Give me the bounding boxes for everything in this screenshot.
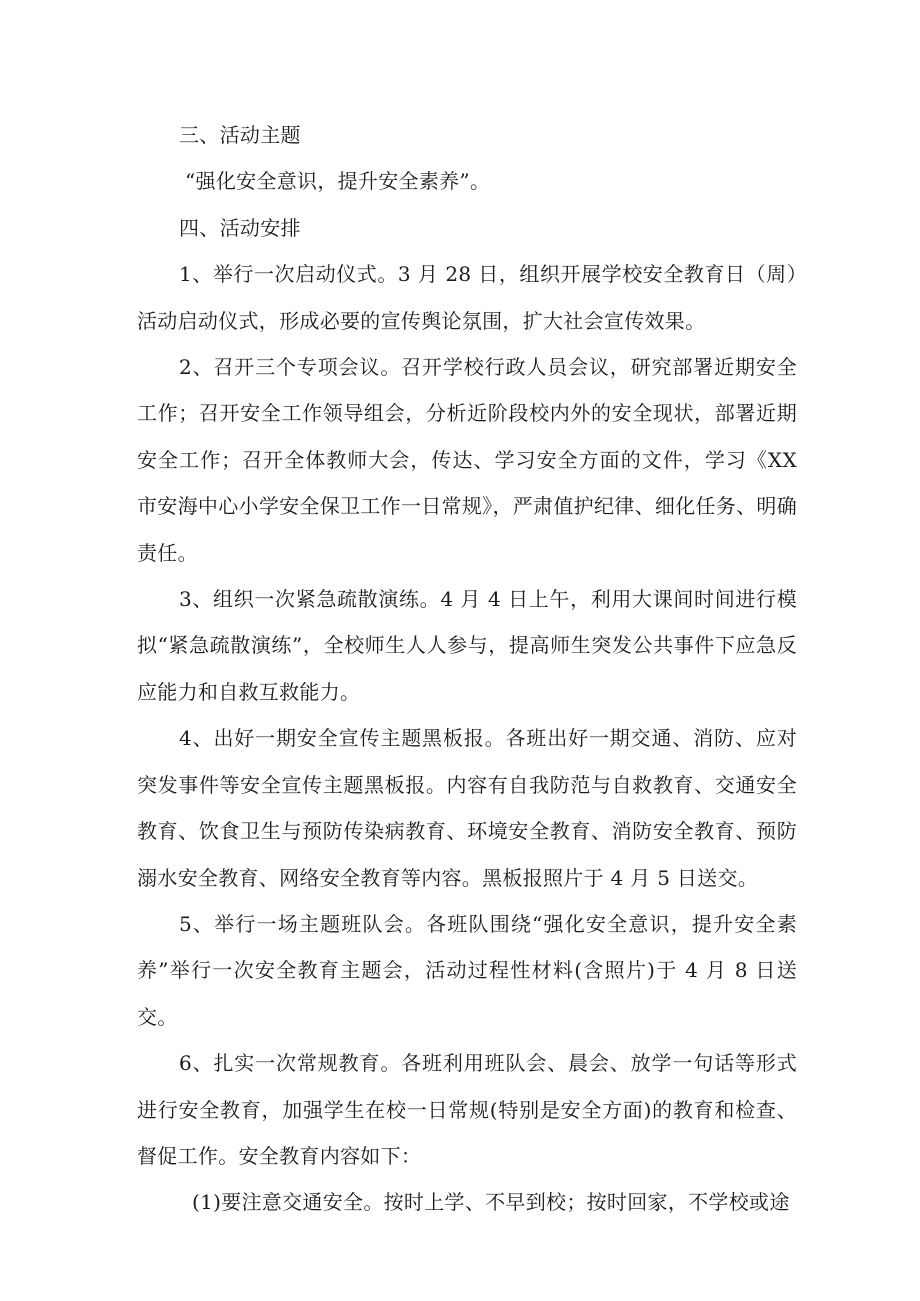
- section-heading-arrangement: 四、活动安排: [179, 215, 301, 240]
- sub-item-traffic-safety: (1)要注意交通安全。按时上学、不早到校；按时回家，不学校或途: [192, 1190, 790, 1215]
- arrangement-item-5: 5、举行一场主题班队会。各班队围绕“强化安全意识，提升安全素养”举行一次安全教育主题会，活动过程性材料(含照片)于 4 月 8 日送交。: [137, 911, 797, 1029]
- arrangement-item-1: 1、举行一次启动仪式。3 月 28 日，组织开展学校安全教育日（周）活动启动仪式，形成必要的宣传舆论氛围，扩大社会宣传效果。: [137, 262, 797, 333]
- document-body: [137, 112, 797, 1226]
- arrangement-item-3: 3、组织一次紧急疏散演练。4 月 4 日上午，利用大课间时间进行模拟“紧急疏散演练”，全校师生人人参与，提高师生突发公共事件下应急反应能力和自救互救能力。: [137, 587, 797, 704]
- arrangement-item-4: 4、出好一期安全宣传主题黑板报。各班出好一期交通、消防、应对突发事件等安全宣传主题黑板报。内容有自我防范与自救教育、交通安全教育、饮食卫生与预防传染病教育、环境安全教育、消防安全教育、预防溺水安全教育、网络安全教育等内容。黑板报照片于 4 月 5 日送交。: [137, 726, 797, 890]
- arrangement-item-6: 6、扎实一次常规教育。各班利用班队会、晨会、放学一句话等形式进行安全教育，加强学生在校一日常规(特别是安全方面)的教育和检查、督促工作。安全教育内容如下：: [137, 1051, 797, 1168]
- section-heading-theme: 三、活动主题: [179, 123, 301, 147]
- arrangement-item-2: 2、召开三个专项会议。召开学校行政人员会议，研究部署近期安全工作；召开安全工作领导组会，分析近阶段校内外的安全现状，部署近期安全工作；召开全体教师大会，传达、学习安全方面的文件，学习《XX 市安海中心小学安全保卫工作一日常规》，严肃值护纪律、细化任务、明确责任。: [137, 355, 797, 565]
- theme-slogan: “强化安全意识，提升安全素养”。: [185, 169, 491, 194]
